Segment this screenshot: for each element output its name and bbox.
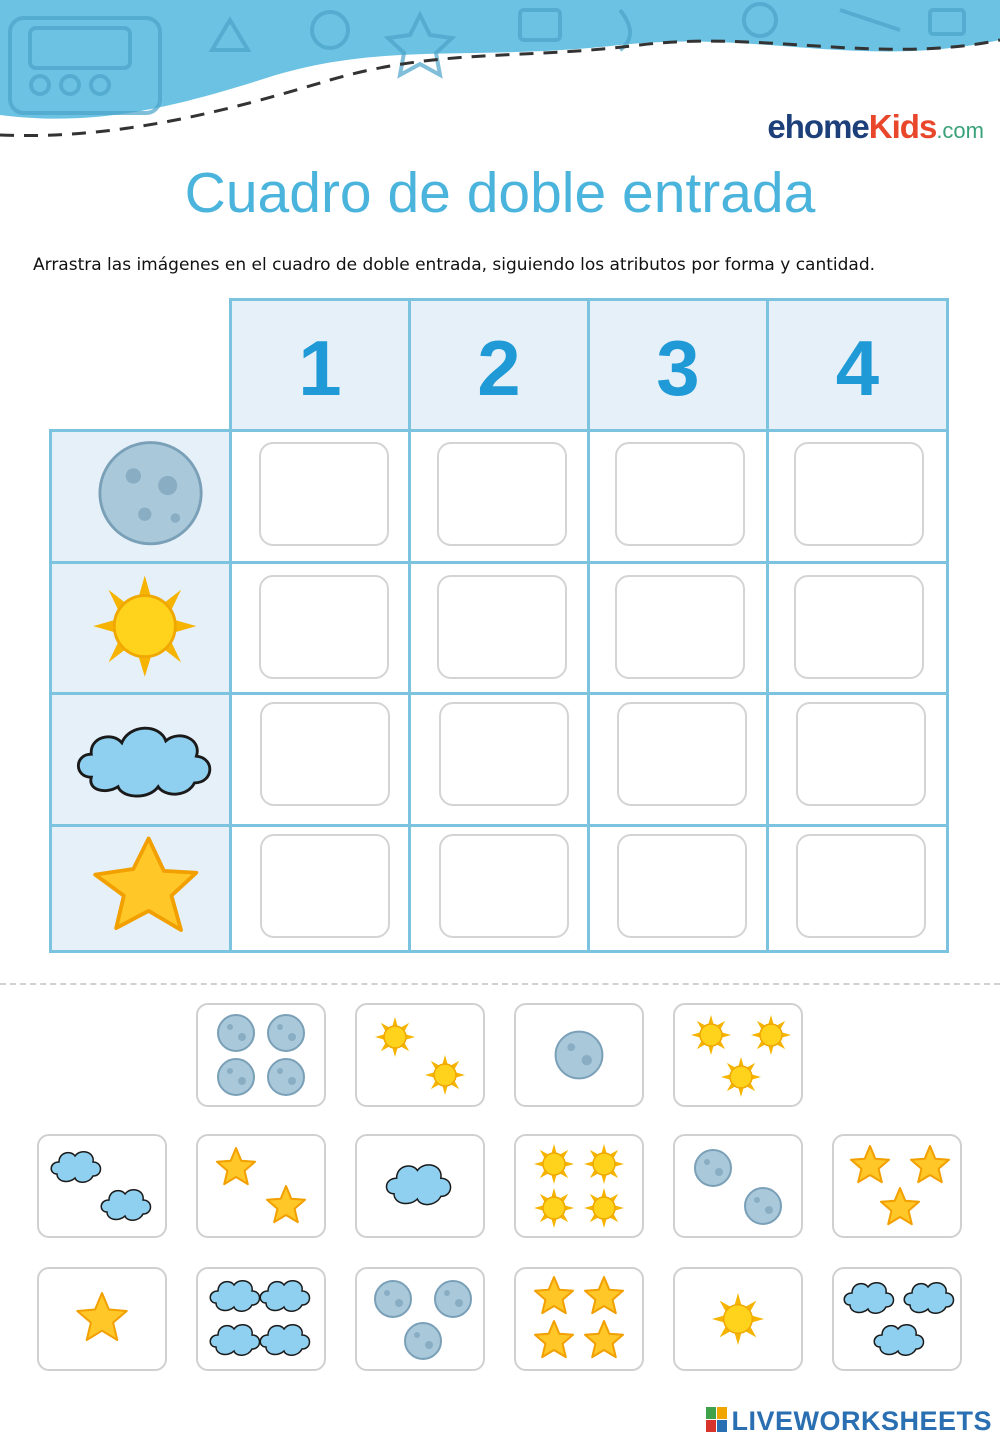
- cloud-icon: [210, 1281, 259, 1312]
- moon-icon: [695, 1150, 731, 1186]
- moon-group-icon: [198, 1005, 324, 1105]
- star-x3-card[interactable]: [832, 1134, 962, 1238]
- moon-icon: [52, 432, 229, 561]
- moon-icon: [218, 1015, 254, 1051]
- column-header-3: [587, 298, 769, 432]
- moon-icon: [435, 1281, 471, 1317]
- cloud-x4-card[interactable]: [196, 1267, 326, 1371]
- sun-x4-card[interactable]: [514, 1134, 644, 1238]
- drop-zone[interactable]: [437, 575, 567, 679]
- sun-group-icon: [675, 1269, 801, 1369]
- cloud-icon: [904, 1283, 953, 1314]
- row-header-moon: [49, 429, 232, 564]
- moon-x1-card[interactable]: [514, 1003, 644, 1107]
- star-group-icon: [834, 1136, 960, 1236]
- row-header-sun: [49, 561, 232, 695]
- cloud-icon: [101, 1190, 150, 1221]
- sun-icon: [584, 1144, 624, 1184]
- star-x2-card[interactable]: [196, 1134, 326, 1238]
- cloud-icon: [386, 1165, 450, 1205]
- star-group-icon: [198, 1136, 324, 1236]
- drop-zone[interactable]: [615, 575, 745, 679]
- star-icon: [535, 1321, 573, 1357]
- moon-icon: [375, 1281, 411, 1317]
- sun-icon: [712, 1293, 764, 1345]
- moon-icon: [218, 1059, 254, 1095]
- moon-icon: [556, 1032, 603, 1079]
- star-icon: [911, 1146, 949, 1182]
- moon-icon: [268, 1059, 304, 1095]
- drop-zone[interactable]: [615, 442, 745, 546]
- cloud-icon: [210, 1325, 259, 1356]
- ehomekids-logo: ehomeKids.com: [767, 108, 984, 145]
- moon-x2-card[interactable]: [673, 1134, 803, 1238]
- moon-group-icon: [357, 1269, 483, 1369]
- liveworksheets-text: LIVEWORKSHEETS: [731, 1406, 992, 1436]
- row-header-cloud: [49, 692, 232, 827]
- column-number-4: 4: [835, 324, 880, 412]
- star-group-icon: [516, 1269, 642, 1369]
- drop-zone[interactable]: [794, 442, 924, 546]
- sun-icon: [52, 564, 229, 692]
- column-number-3: 3: [656, 324, 700, 412]
- drop-zone[interactable]: [259, 442, 389, 546]
- column-header-4: [766, 298, 949, 432]
- cloud-icon: [52, 695, 229, 824]
- drop-zone[interactable]: [260, 834, 390, 938]
- star-icon: [585, 1277, 623, 1313]
- star-icon: [217, 1148, 255, 1184]
- star-icon: [585, 1321, 623, 1357]
- cloud-icon: [260, 1325, 309, 1356]
- star-icon: [77, 1293, 126, 1340]
- cloud-group-icon: [198, 1269, 324, 1369]
- cloud-x2-card[interactable]: [37, 1134, 167, 1238]
- sun-group-icon: [675, 1005, 801, 1105]
- row-header-star: [49, 824, 232, 953]
- cloud-x3-card[interactable]: [832, 1267, 962, 1371]
- star-x4-card[interactable]: [514, 1267, 644, 1371]
- star-icon: [52, 827, 229, 950]
- drop-zone[interactable]: [439, 834, 569, 938]
- sun-group-icon: [357, 1005, 483, 1105]
- drop-zone[interactable]: [794, 575, 924, 679]
- moon-icon: [745, 1188, 781, 1224]
- cloud-group-icon: [39, 1136, 165, 1236]
- dashed-divider: [0, 983, 1000, 985]
- sun-icon: [584, 1188, 624, 1228]
- star-icon: [851, 1146, 889, 1182]
- liveworksheets-logo: [706, 1406, 992, 1437]
- drop-zone[interactable]: [260, 702, 390, 806]
- sun-icon: [425, 1055, 465, 1095]
- drop-zone[interactable]: [437, 442, 567, 546]
- instructions-text: Arrastra las imágenes en el cuadro de doble entrada, siguiendo los atributos por forma y cantidad.: [33, 255, 876, 275]
- moon-x3-card[interactable]: [355, 1267, 485, 1371]
- cloud-icon: [844, 1283, 893, 1314]
- star-x1-card[interactable]: [37, 1267, 167, 1371]
- sun-x1-card[interactable]: [673, 1267, 803, 1371]
- sun-icon: [721, 1057, 761, 1097]
- drop-zone[interactable]: [259, 575, 389, 679]
- sun-icon: [534, 1144, 574, 1184]
- star-icon: [267, 1186, 305, 1222]
- sun-icon: [534, 1188, 574, 1228]
- cloud-icon: [260, 1281, 309, 1312]
- star-icon: [535, 1277, 573, 1313]
- moon-group-icon: [675, 1136, 801, 1236]
- moon-x4-card[interactable]: [196, 1003, 326, 1107]
- sun-x2-card[interactable]: [355, 1003, 485, 1107]
- moon-icon: [405, 1323, 441, 1359]
- cloud-icon: [51, 1152, 100, 1183]
- column-header-2: [408, 298, 590, 432]
- moon-group-icon: [516, 1005, 642, 1105]
- drop-zone[interactable]: [796, 834, 926, 938]
- page-title: Cuadro de doble entrada: [184, 161, 816, 225]
- liveworksheets-badge-icon: [706, 1407, 728, 1433]
- sun-group-icon: [516, 1136, 642, 1236]
- drop-zone[interactable]: [796, 702, 926, 806]
- sun-icon: [691, 1015, 731, 1055]
- cloud-x1-card[interactable]: [355, 1134, 485, 1238]
- sun-x3-card[interactable]: [673, 1003, 803, 1107]
- moon-icon: [268, 1015, 304, 1051]
- cloud-group-icon: [357, 1136, 483, 1236]
- cloud-icon: [874, 1325, 923, 1356]
- sun-icon: [751, 1015, 791, 1055]
- drop-zone[interactable]: [439, 702, 569, 806]
- column-number-1: 1: [298, 324, 342, 412]
- column-header-1: [229, 298, 411, 432]
- drop-zone[interactable]: [617, 834, 747, 938]
- drop-zone[interactable]: [617, 702, 747, 806]
- star-group-icon: [39, 1269, 165, 1369]
- cloud-group-icon: [834, 1269, 960, 1369]
- sun-icon: [375, 1017, 415, 1057]
- logo-kids-text: Kids: [868, 108, 937, 145]
- column-number-2: 2: [477, 324, 521, 412]
- star-icon: [881, 1188, 919, 1224]
